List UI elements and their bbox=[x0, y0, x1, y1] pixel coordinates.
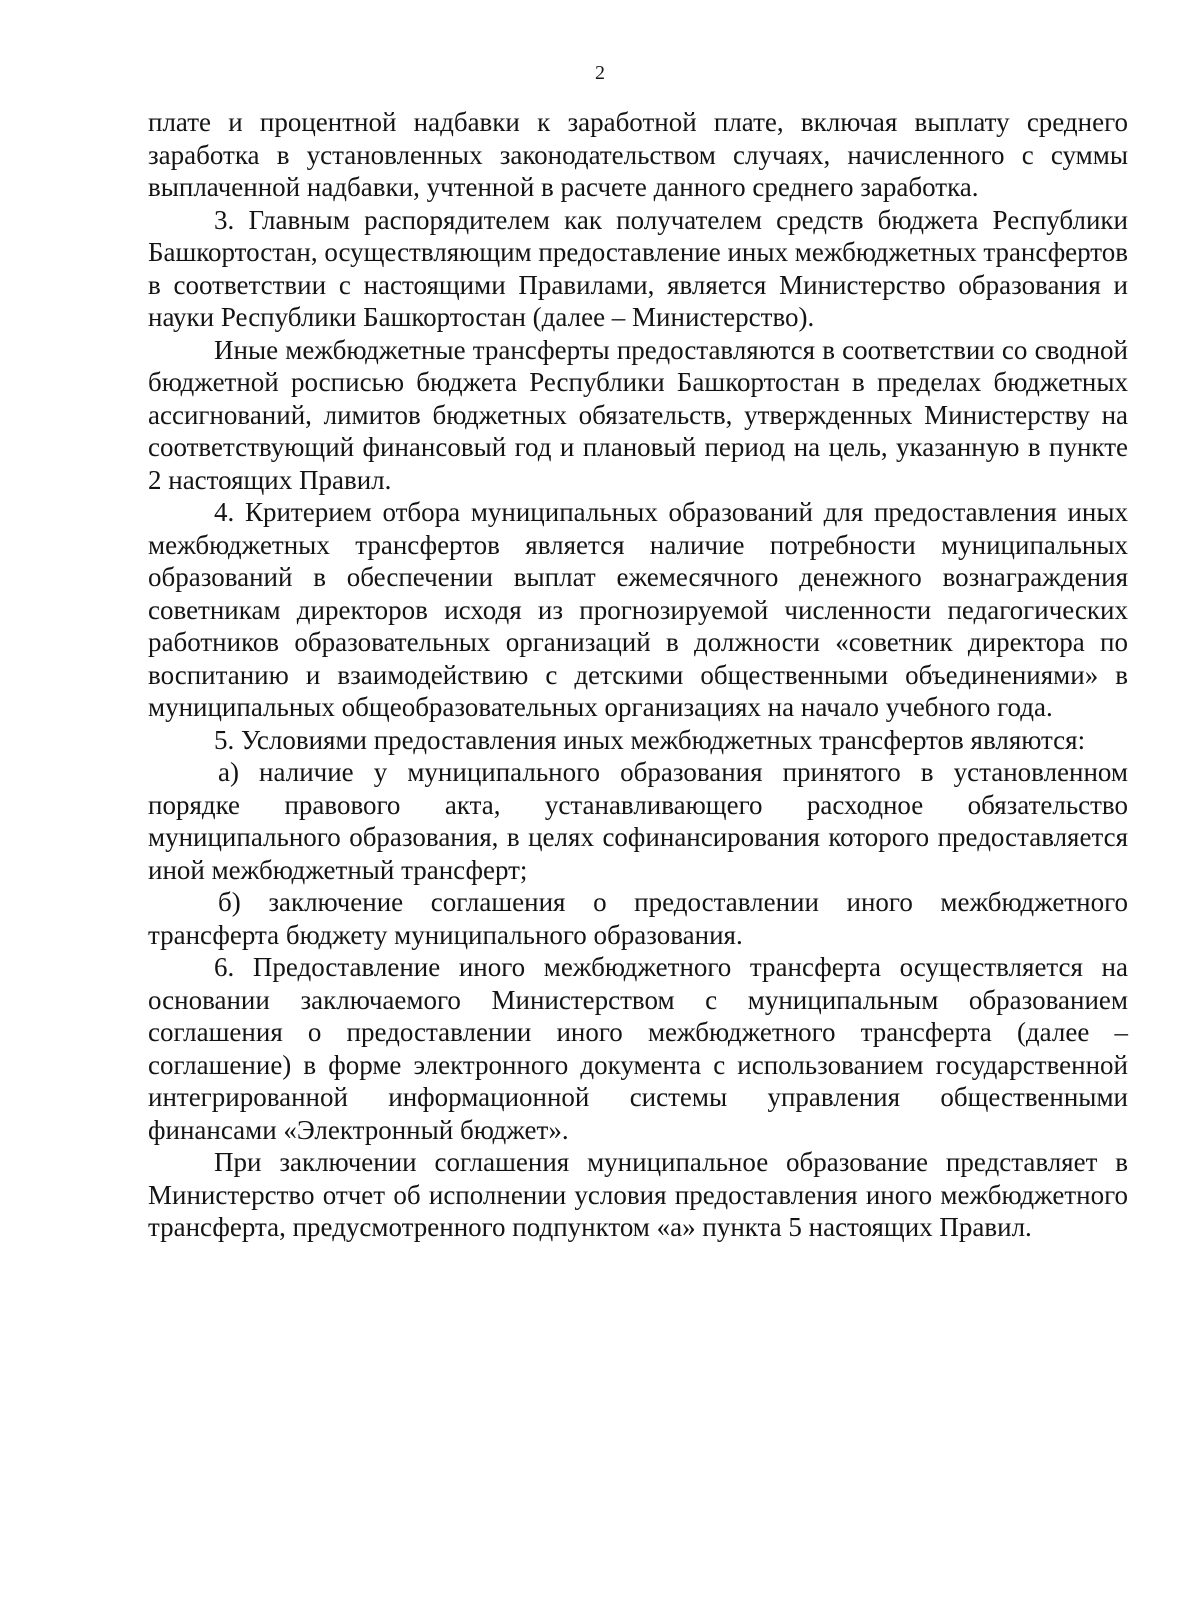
paragraph-agreement-report: При заключении соглашения муниципальное образование представляет в Министерство отчет об исполнении условия предоставления иного межбюджетного трансферта, предусмотренного подпунктом «а» пункта 5 настоящих Правил. bbox=[148, 1147, 1128, 1242]
paragraph-item-6: 6. Предоставление иного межбюджетного трансферта осуществляется на основании заключаемого Министерством с муниципальным образованием соглашения о предоставлении иного межбюджетного трансферта (далее – соглашение) в форме электронного документа с использованием государственной интегрированной информационной системы управления общественными финансами «Электронный бюджет». bbox=[148, 952, 1128, 1145]
paragraph-item-5a: а) наличие у муниципального образования принятого в установленном порядке правового акта, устанавливающего расходное обязательство муниципального образования, в целях софинансирования которого предоставляется иной межбюджетный трансферт; bbox=[148, 757, 1128, 885]
paragraph-continuation: плате и процентной надбавки к заработной плате, включая выплату среднего заработка в установленных законодательством случаях, начисленного с суммы выплаченной надбавки, учтенной в расчете данного среднего заработка. bbox=[148, 107, 1128, 202]
paragraph-item-4: 4. Критерием отбора муниципальных образований для предоставления иных межбюджетных трансфертов является наличие потребности муниципальных образований в обеспечении выплат ежемесячного денежного вознаграждения советникам директоров исходя из прогнозируемой численности педагогических работников образовательных организаций в должности «советник директора по воспитанию и взаимодействию с детскими общественными объединениями» в муниципальных общеобразовательных организациях на начало учебного года. bbox=[148, 497, 1128, 722]
paragraph-item-5b: б) заключение соглашения о предоставлении иного межбюджетного трансферта бюджету муниципального образования. bbox=[148, 887, 1128, 950]
page-number: 2 bbox=[595, 62, 605, 84]
paragraph-item-3: 3. Главным распорядителем как получателем средств бюджета Республики Башкортостан, осуществляющим предоставление иных межбюджетных трансфертов в соответствии с настоящими Правилами, является Министерство образования и науки Республики Башкортостан (далее – Министерство). bbox=[148, 204, 1129, 332]
paragraph-transfers-provision: Иные межбюджетные трансферты предоставляются в соответствии со сводной бюджетной росписью бюджета Республики Башкортостан в пределах бюджетных ассигнований, лимитов бюджетных обязательств, утвержденных Министерству на соответствующий финансовый год и плановый период на цель, указанную в пункте 2 настоящих Правил. bbox=[148, 334, 1128, 495]
paragraph-item-5: 5. Условиями предоставления иных межбюджетных трансфертов являются: bbox=[214, 724, 1086, 755]
document-body bbox=[148, 106, 1128, 1244]
